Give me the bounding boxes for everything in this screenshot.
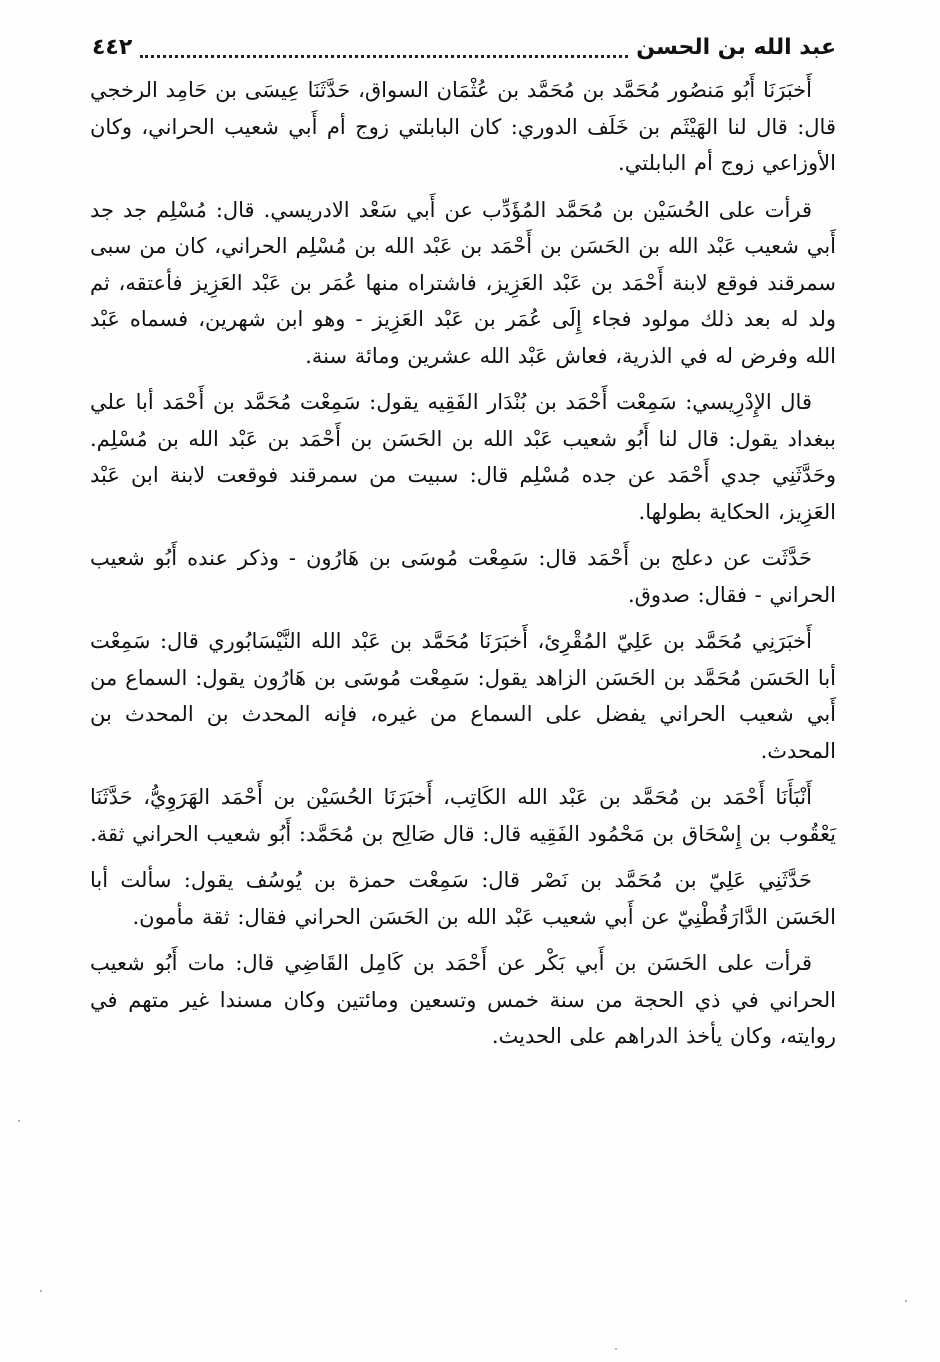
paragraph: حَدَّثَنِي عَلِيّ بن مُحَمَّد بن نَصْر قال: سَمِعْت حمزة بن يُوسُف يقول: سألت أبا الحَسَن الدَّارَقُطْنِيّ عن أَبي شعيب عَبْد الله بن الحَسَن الحراني فقال: ثقة مأمون. — [90, 868, 836, 929]
header-dot-leader — [140, 55, 628, 58]
scan-speck — [615, 1348, 617, 1350]
paragraph: قرأت على الحُسَيْن بن مُحَمَّد المُؤَدِّب عن أَبي سَعْد الادريسي. قال: مُسْلِم جد جد أَبي شعيب عَبْد الله بن الحَسَن بن أَحْمَد بن عَبْد الله بن مُسْلِم الحراني، كان من سبى سمرقند فوقع لابنة أَحْمَد بن عَبْد العَزِيز، فاشتراه منها عُمَر بن عَبْد العَزِيز فأعتقه، ثم ولد له بعد ذلك مولود فجاء إِلَى عُمَر بن عَبْد العَزِيز - وهو ابن شهرين، فسماه عَبْد الله وفرض له في الذرية، فعاش عَبْد الله عشرين ومائة سنة. — [90, 197, 836, 368]
running-title: عبد الله بن الحسن — [636, 35, 836, 60]
scan-speck — [18, 1120, 20, 1122]
page-header — [92, 28, 836, 68]
paragraph: أَخبَرَنَا أَبُو مَنصُور مُحَمَّد بن مُحَمَّد بن عُثْمَان السواق، حَدَّثَنَا عِيسَى بن حَامِد الرخجي قال: قال لنا الهَيْثَم بن خَلَف الدوري: كان البابلتي زوج أم أَبي شعيب الحراني، وكان الأوزاعي زوج أم البابلتي. — [90, 78, 836, 175]
scan-speck — [40, 1290, 42, 1292]
paragraph: قال الإِدْرِيسي: سَمِعْت أَحْمَد بن بُنْدَار الفَقِيه يقول: سَمِعْت مُحَمَّد بن أَحْمَد أبا علي ببغداد يقول: قال لنا أَبُو شعيب عَبْد الله بن الحَسَن بن أَحْمَد بن عَبْد الله بن مُسْلِم. وحَدَّثَنِي جدي أَحْمَد عن جده مُسْلِم قال: سبيت من سمرقند فوقعت لابنة ابن عَبْد العَزِيز، الحكاية بطولها. — [90, 390, 836, 524]
paragraph: حَدَّثَت عن دعلج بن أَحْمَد قال: سَمِعْت مُوسَى بن هَارُون - وذكر عنده أَبُو شعيب الحراني - فقال: صدوق. — [90, 546, 836, 607]
text-body — [90, 72, 836, 1065]
scan-speck — [905, 1300, 907, 1302]
paragraph: قرأت على الحَسَن بن أَبي بَكْر عن أَحْمَد بن كَامِل القَاضِي قال: مات أَبُو شعيب الحراني في ذي الحجة من سنة خمس وتسعين ومائتين وكان مسندا غير متهم في روايته، وكان يأخذ الدراهم على الحديث. — [90, 951, 836, 1048]
paragraph: أَنْبَأَنَا أَحْمَد بن مُحَمَّد بن عَبْد الله الكَاتِب، أَخبَرَنَا الحُسَيْن بن أَحْمَد الهَرَوِيُّ، حَدَّثَنَا يَعْقُوب بن إِسْحَاق بن مَحْمُود الفَقِيه قال: قال صَالِح بن مُحَمَّد: أَبُو شعيب الحراني ثقة. — [90, 785, 836, 846]
page-number: ٤٤٢ — [92, 35, 133, 60]
paragraph: أَخبَرَنِي مُحَمَّد بن عَلِيّ المُقْرِئ، أَخبَرَنَا مُحَمَّد بن عَبْد الله النَّيْسَابُوري قال: سَمِعْت أبا الحَسَن مُحَمَّد بن الحَسَن الزاهد يقول: سَمِعْت مُوسَى بن هَارُون يقول: السماع من أَبي شعيب الحراني يفضل على السماع من غيره، فإنه المحدث بن المحدث بن المحدث. — [90, 629, 836, 763]
